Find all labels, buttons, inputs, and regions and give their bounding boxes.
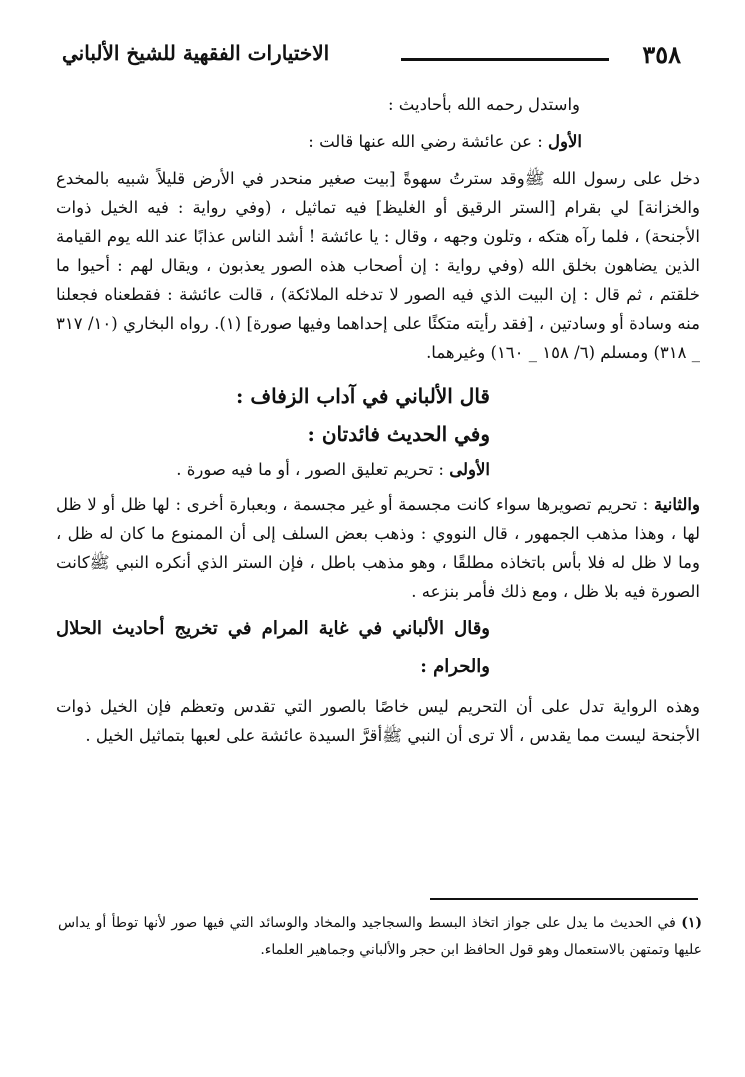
final-paragraph: وهذه الرواية تدل على أن التحريم ليس خاصًا بالصور التي تقدس وتعظم فإن الخيل ذوات الأجنحة ليست مما يقدس ، ألا ترى أن النبي ﷺأقرَّ السيدة عائشة على لعبها بتماثيل الخيل . bbox=[56, 697, 700, 745]
albani-quote-heading: قال الألباني في آداب الزفاف : bbox=[236, 384, 490, 408]
footnote bbox=[58, 910, 702, 964]
intro-paragraph: واستدل رحمه الله بأحاديث : bbox=[387, 95, 580, 114]
benefit-two-text: : تحريم تصويرها سواء كانت مجسمة أو غير مجسمة ، وبعبارة أخرى : لها ظل أو لا ظل لها ، وهذا مذهب الجمهور ، قال النووي : وذهب بعض السلف إلى أن الممنوع ما كان له ظل ، وما لا ظل له فلا بأس باتخاذه مطلقًا ، وهو مذهب باطل ، فإن الستر الذي أنكره النبي ﷺكانت الصورة فيه بلا ظل ، ومع ذلك فأمر بنزعه . bbox=[56, 495, 700, 601]
footnote-divider bbox=[430, 898, 698, 900]
benefit-one-label: الأولى bbox=[449, 460, 490, 479]
first-line-text: : عن عائشة رضي الله عنها قالت : bbox=[308, 132, 543, 151]
benefit-two bbox=[56, 490, 700, 606]
hadith-text: دخل على رسول الله ﷺوقد سترتُ سهوةً [بيت صغير منحدر في الأرض قليلاً شبيه بالمخدع والخزانة] لي بقرام [الستر الرقيق أو الغليظ] فيه تماثيل ، (وفي رواية : فيه الخيل ذوات الأجنحة) ، فلما رآه هتكه ، وتلون وجهه ، وقال : يا عائشة ! أشد الناس عذابًا عند الله يوم القيامة الذين يضاهون بخلق الله (وفي رواية : إن أصحاب هذه الصور يعذبون ، ويقال لهم : أحيوا ما خلقتم ، ثم قال : إن البيت الذي فيه الصور لا تدخله الملائكة) ، قالت عائشة : فقطعناه فجعلنا منه وسادة أو وسادتين ، [فقد رأيته متكئًا على إحداهما وفيها صورة] (١). رواه البخاري (١٠/ ٣١٧ _ ٣١٨) ومسلم (٦/ ١٥٨ _ ١٦٠) وغيرهما. bbox=[56, 169, 700, 362]
header-rule bbox=[401, 58, 609, 61]
first-hadith-heading bbox=[56, 127, 700, 156]
page-header bbox=[40, 36, 705, 76]
footnote-label: (١) bbox=[681, 915, 702, 931]
benefits-heading: وفي الحديث فائدتان : bbox=[307, 422, 490, 446]
second-quote-heading bbox=[56, 610, 700, 686]
footnote-text: في الحديث ما يدل على جواز اتخاذ البسط والسجاجيد والمخاد والوسائد التي فيها صور لأنها توطأ أو يداس عليها وتمتهن بالاستعمال وهو قول الحافظ ابن حجر والألباني وجماهير العلماء. bbox=[58, 915, 702, 958]
benefit-one bbox=[56, 455, 700, 484]
book-title: الاختيارات الفقهية للشيخ الألباني bbox=[62, 41, 330, 65]
first-label: الأول bbox=[548, 132, 582, 151]
benefit-one-text: : تحريم تعليق الصور ، أو ما فيه صورة . bbox=[176, 460, 444, 479]
second-quote-text: في غاية المرام في تخريج أحاديث الحلال والحرام : bbox=[56, 618, 490, 677]
second-quote-label: وقال الألباني bbox=[392, 618, 490, 639]
benefit-two-label: والثانية bbox=[653, 495, 700, 514]
page-number: ٣٥٨ bbox=[642, 40, 681, 69]
page-content bbox=[56, 90, 700, 880]
